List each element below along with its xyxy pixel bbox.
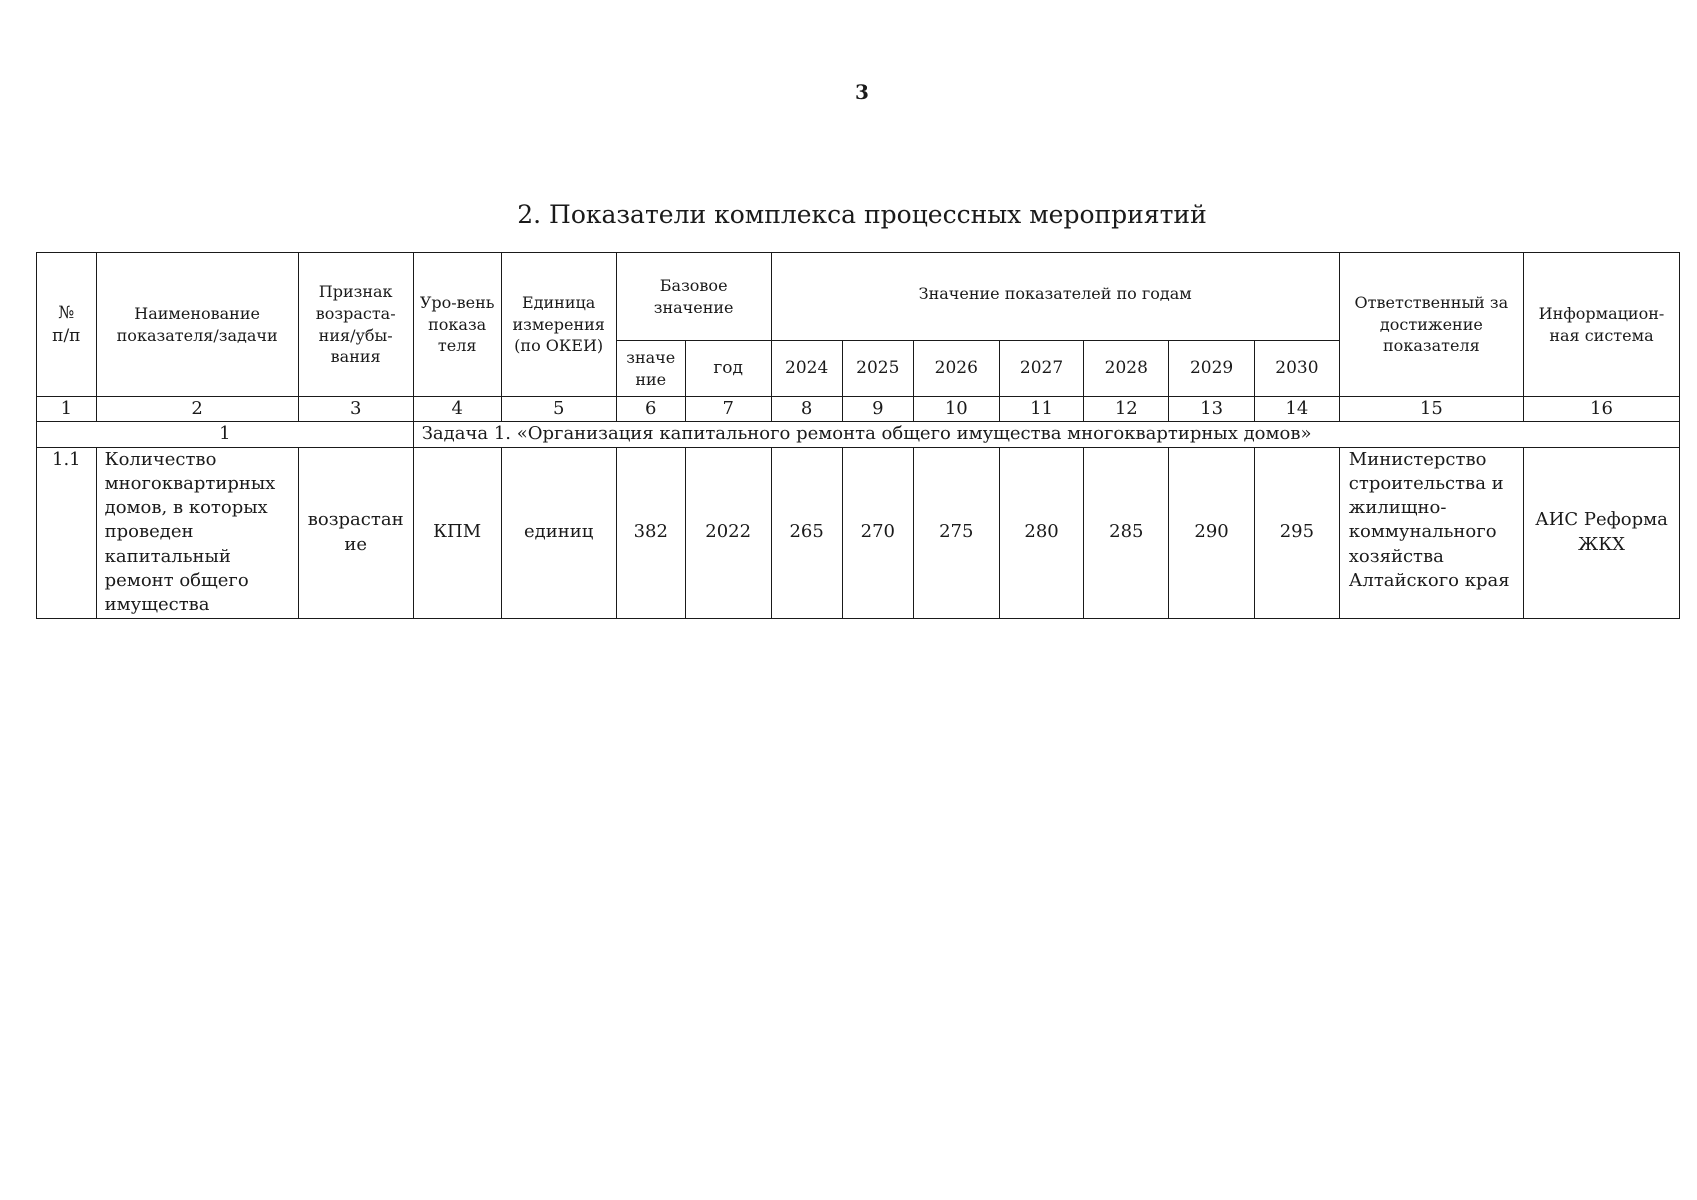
header-year: 2029 bbox=[1169, 341, 1255, 397]
header-year: 2025 bbox=[842, 341, 913, 397]
column-number: 4 bbox=[413, 397, 501, 422]
header-year: 2026 bbox=[913, 341, 999, 397]
row-number: 1.1 bbox=[37, 447, 97, 618]
column-number: 10 bbox=[913, 397, 999, 422]
year-value: 290 bbox=[1169, 447, 1255, 618]
header-sign: Признак возраста-ния/убы-вания bbox=[298, 253, 413, 397]
page-number: 3 bbox=[855, 80, 869, 104]
header-year: 2028 bbox=[1084, 341, 1169, 397]
column-number: 12 bbox=[1084, 397, 1169, 422]
info-system: АИС Реформа ЖКХ bbox=[1523, 447, 1679, 618]
indicator-name: Количество многоквартирных домов, в которых проведен капитальный ремонт общего имущества bbox=[96, 447, 298, 618]
year-value: 275 bbox=[913, 447, 999, 618]
header-base-value: значе ние bbox=[616, 341, 685, 397]
table-row bbox=[37, 447, 1680, 618]
column-number: 16 bbox=[1523, 397, 1679, 422]
indicator-sign: возрастан ие bbox=[298, 447, 413, 618]
task-number: 1 bbox=[37, 422, 414, 447]
column-number: 7 bbox=[685, 397, 771, 422]
indicators-table bbox=[36, 252, 1680, 619]
column-number: 2 bbox=[96, 397, 298, 422]
column-number: 1 bbox=[37, 397, 97, 422]
column-number: 3 bbox=[298, 397, 413, 422]
year-value: 295 bbox=[1254, 447, 1339, 618]
base-value: 382 bbox=[616, 447, 685, 618]
header-num: № п/п bbox=[37, 253, 97, 397]
header-base-year: год bbox=[685, 341, 771, 397]
column-number: 9 bbox=[842, 397, 913, 422]
indicator-unit: единиц bbox=[501, 447, 616, 618]
column-number: 6 bbox=[616, 397, 685, 422]
column-number: 13 bbox=[1169, 397, 1255, 422]
header-info-system: Информацион-ная система bbox=[1523, 253, 1679, 397]
column-number: 11 bbox=[999, 397, 1084, 422]
year-value: 270 bbox=[842, 447, 913, 618]
header-row-1 bbox=[37, 253, 1680, 341]
task-row bbox=[37, 422, 1680, 447]
column-number: 14 bbox=[1254, 397, 1339, 422]
indicator-level: КПМ bbox=[413, 447, 501, 618]
header-year: 2027 bbox=[999, 341, 1084, 397]
task-title: Задача 1. «Организация капитального ремонта общего имущества многоквартирных домов» bbox=[413, 422, 1679, 447]
header-year: 2024 bbox=[771, 341, 842, 397]
header-unit: Единица измерения (по ОКЕИ) bbox=[501, 253, 616, 397]
header-year: 2030 bbox=[1254, 341, 1339, 397]
year-value: 285 bbox=[1084, 447, 1169, 618]
column-numbers-row bbox=[37, 397, 1680, 422]
header-name: Наименование показателя/задачи bbox=[96, 253, 298, 397]
column-number: 5 bbox=[501, 397, 616, 422]
header-level: Уро-вень показа теля bbox=[413, 253, 501, 397]
responsible: Министерство строительства и жилищно-коммунального хозяйства Алтайского края bbox=[1339, 447, 1523, 618]
year-value: 280 bbox=[999, 447, 1084, 618]
year-value: 265 bbox=[771, 447, 842, 618]
base-year: 2022 bbox=[685, 447, 771, 618]
column-number: 15 bbox=[1339, 397, 1523, 422]
header-base: Базовое значение bbox=[616, 253, 771, 341]
header-responsible: Ответственный за достижение показателя bbox=[1339, 253, 1523, 397]
column-number: 8 bbox=[771, 397, 842, 422]
header-by-years: Значение показателей по годам bbox=[771, 253, 1339, 341]
page-title: 2. Показатели комплекса процессных мероприятий bbox=[517, 200, 1207, 229]
